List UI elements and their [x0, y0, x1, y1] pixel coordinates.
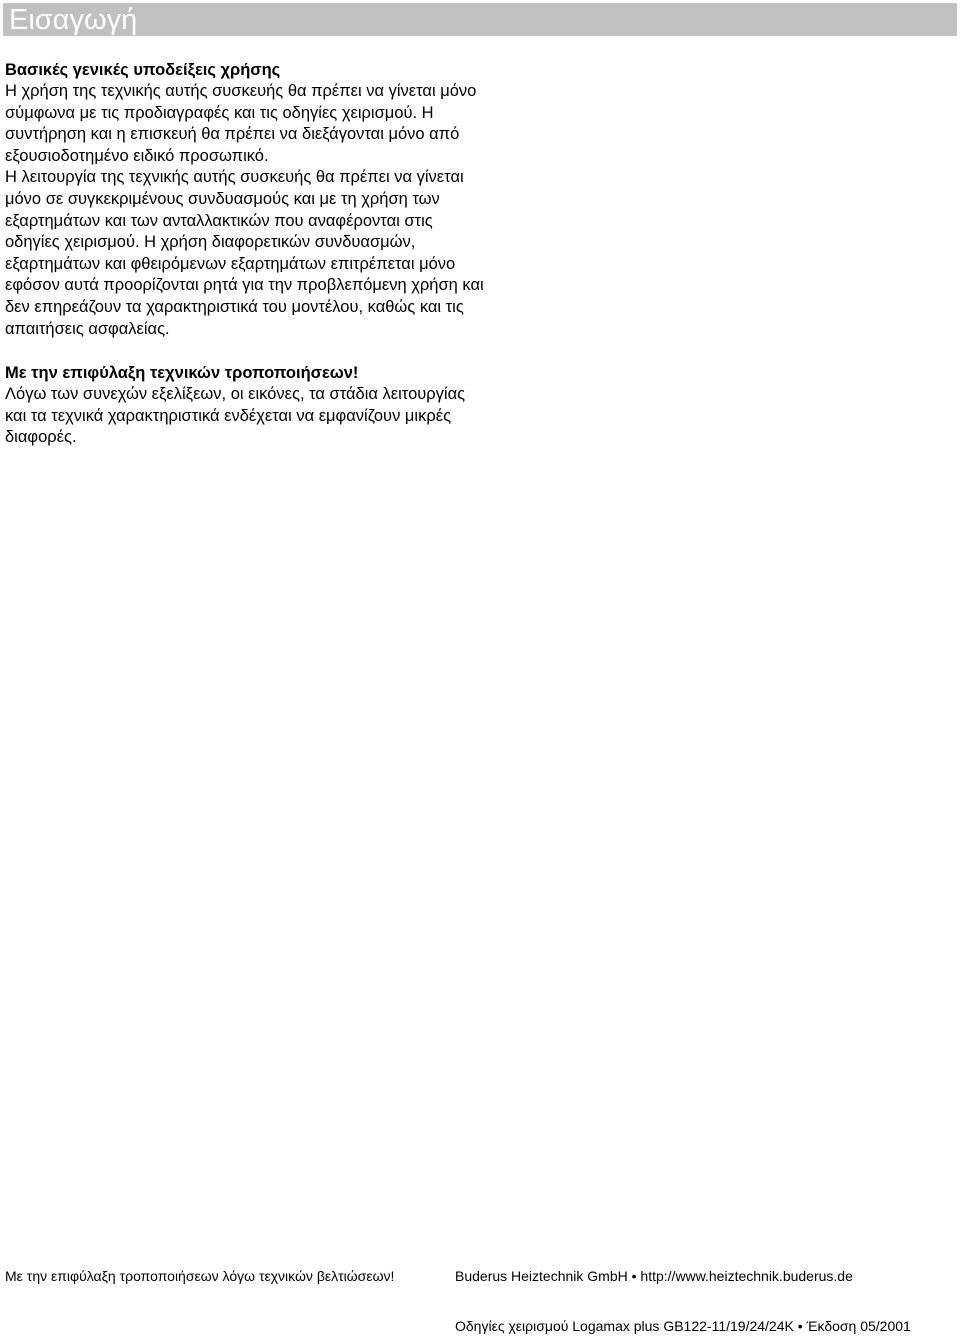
- usage-paragraph-1: Η χρήση της τεχνικής αυτής συσκευής θα πρέπει να γίνεται μόνο σύμφωνα με τις προδιαγραφές και τις οδηγίες χειρισμού. Η συντήρηση και η επισκευή θα πρέπει να διεξάγονται μόνο από εξουσιοδοτημένο ειδικό προσωπικό.: [5, 82, 477, 165]
- footer-disclaimer: Με την επιφύλαξη τροποποιήσεων λόγω τεχνικών βελτιώσεων!: [5, 1268, 395, 1284]
- footer-document-info: Οδηγίες χειρισμού Logamax plus GB122-11/19/24/24K • Έκδοση 05/2001: [455, 1318, 911, 1334]
- usage-paragraph-2: Η λειτουργία της τεχνικής αυτής συσκευής θα πρέπει να γίνεται μόνο σε συγκεκριμένους συνδυασμούς και με τη χρήση των εξαρτημάτων και των ανταλλακτικών που αναφέρονται στις οδηγίες χειρισμού. Η χρήση διαφορετικών συνδυασμών, εξαρτημάτων και φθειρόμενων εξαρτημάτων επιτρέπεται μόνο εφόσον αυτά προορίζονται ρητά για την προβλεπόμενη χρήση και δεν επηρεάζουν τα χαρακτηριστικά του μοντέλου, καθώς και τις απαιτήσεις ασφαλείας.: [5, 168, 484, 338]
- main-content: [5, 59, 485, 449]
- page-title: Εισαγωγή: [9, 4, 138, 36]
- footer-company: Buderus Heiztechnik GmbH • http://www.heiztechnik.buderus.de: [455, 1268, 853, 1284]
- section-heading-modifications: Με την επιφύλαξη τεχνικών τροποποιήσεων!: [5, 364, 359, 383]
- modifications-paragraph: Λόγω των συνεχών εξελίξεων, οι εικόνες, τα στάδια λειτουργίας και τα τεχνικά χαρακτηριστικά ενδέχεται να εμφανίζουν μικρές διαφορές.: [5, 385, 466, 447]
- section-spacer: [5, 340, 485, 362]
- page-header-bar: [3, 3, 957, 36]
- section-heading-usage: Βασικές γενικές υποδείξεις χρήσης: [5, 61, 281, 79]
